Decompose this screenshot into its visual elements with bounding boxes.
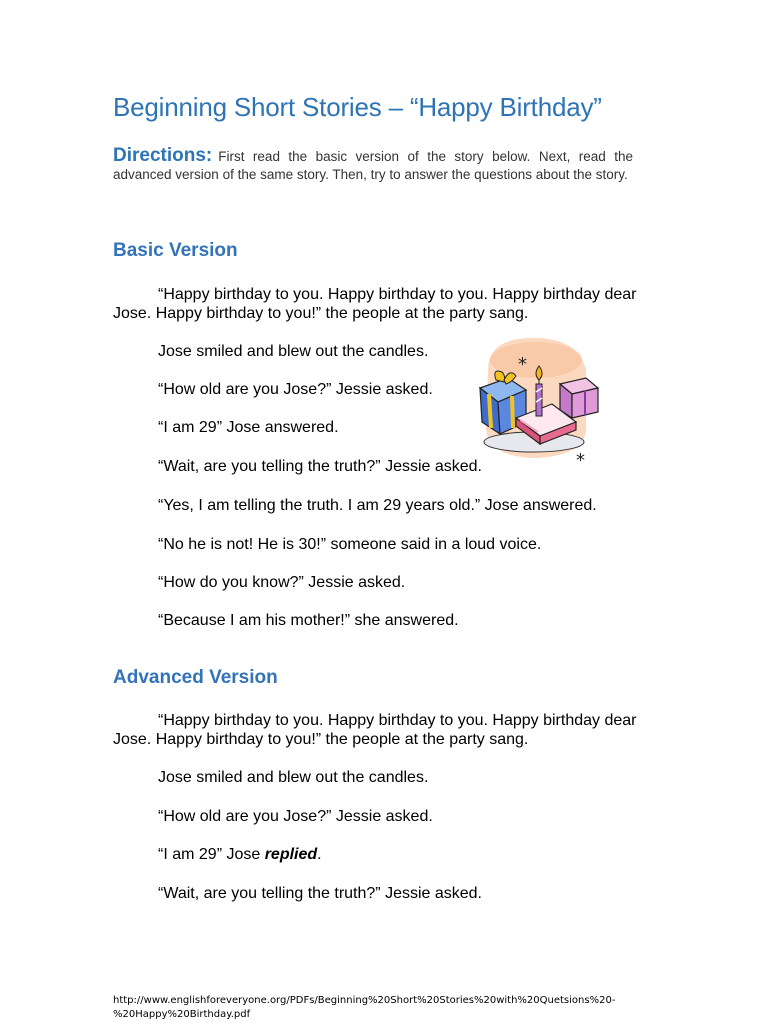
advanced-paragraph-4: “Wait, are you telling the truth?” Jessie asked. bbox=[158, 885, 482, 902]
birthday-cake-gifts-icon bbox=[468, 330, 604, 468]
page-title: Beginning Short Stories – “Happy Birthday” bbox=[113, 92, 602, 122]
replied-prefix: “I am 29” Jose bbox=[158, 846, 265, 863]
source-url-line-2: %20Happy%20Birthday.pdf bbox=[113, 1009, 251, 1020]
replied-suffix: . bbox=[317, 846, 322, 863]
basic-paragraph-4: “I am 29” Jose answered. bbox=[158, 419, 339, 436]
directions-text: First read the basic version of the story below. Next, read the advanced version of the same story. Then, try to answer the questions about the story. bbox=[113, 149, 633, 182]
directions bbox=[113, 147, 633, 184]
basic-paragraph-1: “Happy birthday to you. Happy birthday to you. Happy birthday dear Jose. Happy birthday to you!” the people at the party sang. bbox=[113, 286, 637, 322]
basic-paragraph-5: “Wait, are you telling the truth?” Jessie asked. bbox=[158, 458, 482, 475]
svg-text:*: * bbox=[576, 450, 585, 468]
advanced-paragraph-1: “Happy birthday to you. Happy birthday to you. Happy birthday dear Jose. Happy birthday to you!” the people at the party sang. bbox=[113, 712, 637, 748]
svg-text:*: * bbox=[518, 354, 527, 375]
basic-paragraph-6: “Yes, I am telling the truth. I am 29 years old.” Jose answered. bbox=[158, 497, 597, 514]
basic-paragraph-7: “No he is not! He is 30!” someone said in a loud voice. bbox=[158, 536, 542, 553]
source-url-line-1: http://www.englishforeveryone.org/PDFs/Beginning%20Short%20Stories%20with%20Quetsions%20- bbox=[113, 995, 616, 1006]
replied-word: replied bbox=[264, 846, 318, 863]
basic-version-heading: Basic Version bbox=[113, 240, 238, 261]
basic-paragraph-3: “How old are you Jose?” Jessie asked. bbox=[158, 381, 433, 398]
advanced-paragraph-2: Jose smiled and blew out the candles. bbox=[158, 769, 429, 786]
basic-paragraph-8: “How do you know?” Jessie asked. bbox=[158, 574, 406, 591]
advanced-paragraph-replied bbox=[158, 845, 322, 864]
basic-paragraph-2: Jose smiled and blew out the candles. bbox=[158, 343, 429, 360]
advanced-version-heading: Advanced Version bbox=[113, 667, 278, 688]
advanced-paragraph-3: “How old are you Jose?” Jessie asked. bbox=[158, 808, 433, 825]
basic-paragraph-9: “Because I am his mother!” she answered. bbox=[158, 612, 459, 629]
source-url[interactable] bbox=[113, 994, 615, 1022]
directions-label: Directions: bbox=[113, 145, 213, 166]
